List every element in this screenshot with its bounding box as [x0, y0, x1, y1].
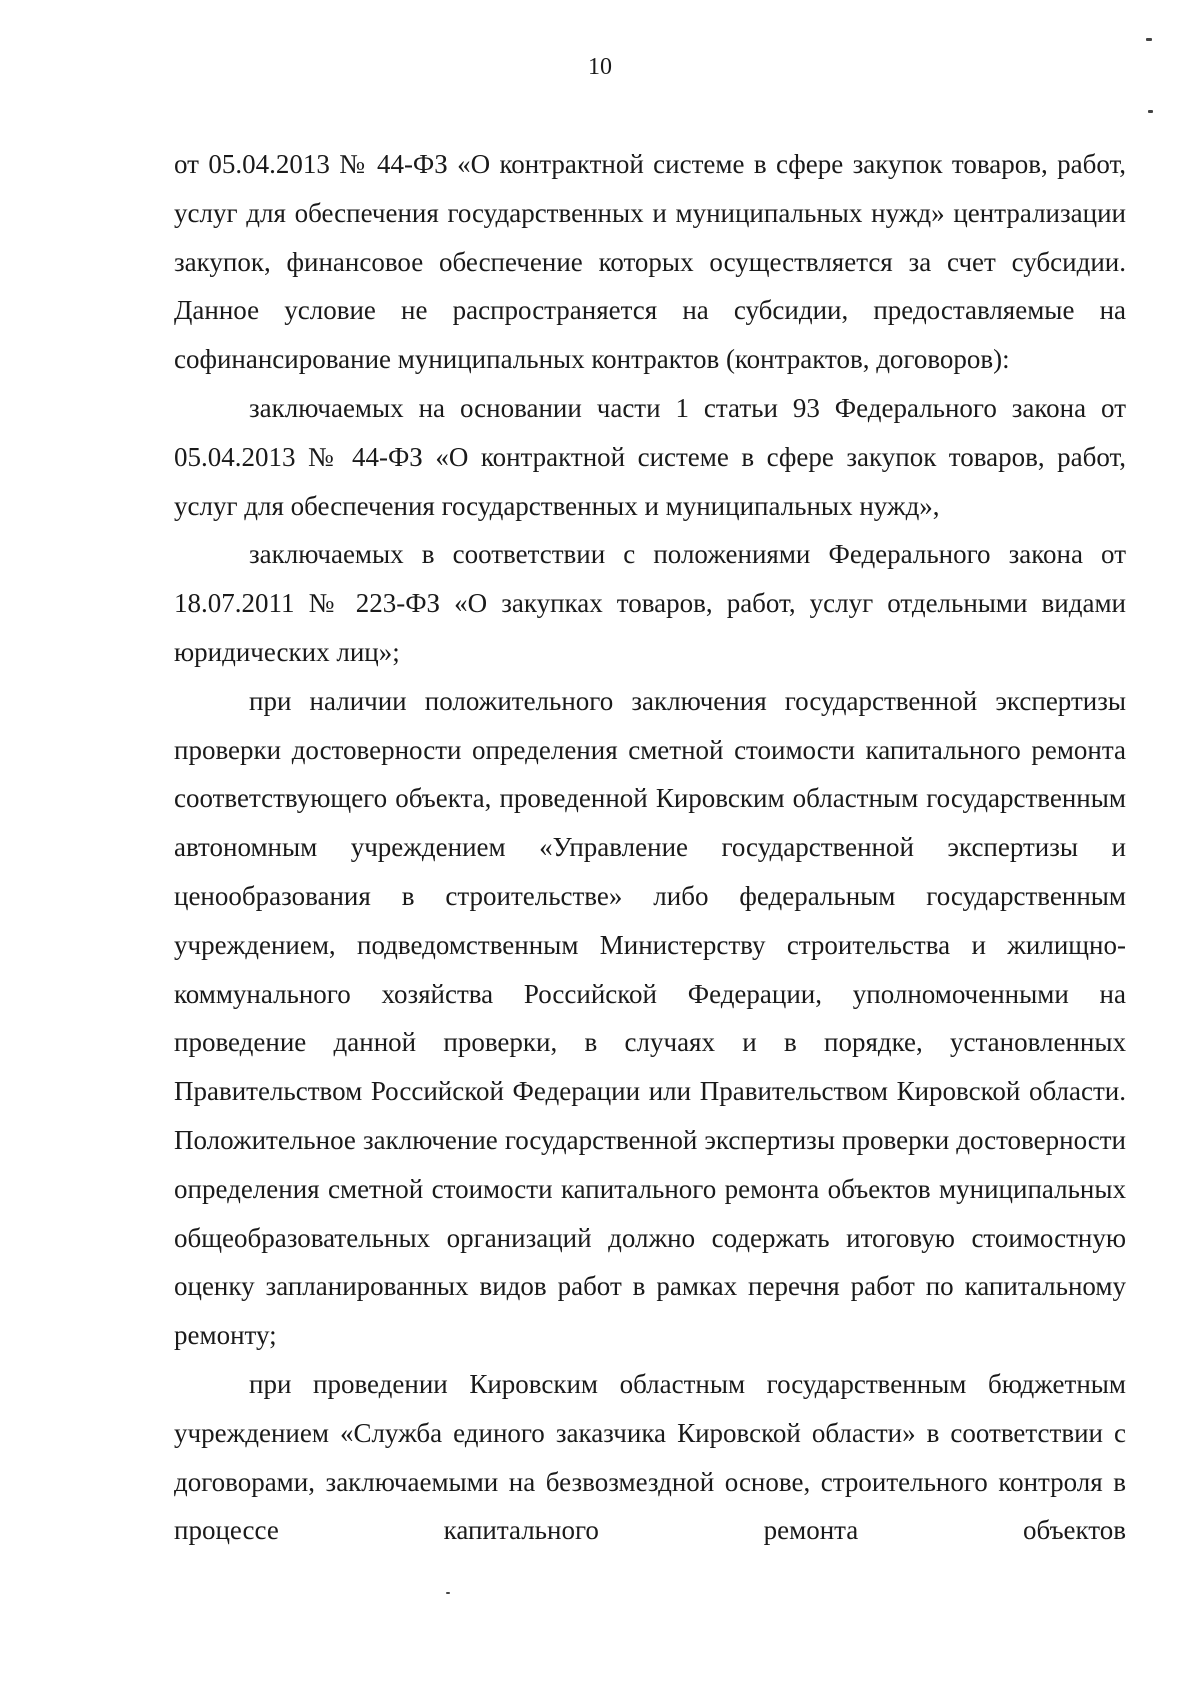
- scan-speck: [1146, 38, 1152, 41]
- paragraph-continuation: от 05.04.2013 № 44-ФЗ «О контрактной системе в сфере закупок товаров, работ, услуг для обеспечения государственных и муниципальных нужд» централизации закупок, финансовое обеспечение которых осуществляется за счет субсидии. Данное условие не распространяется на субсидии, предоставляемые на софинансирование муниципальных контрактов (контрактов, договоров):: [174, 149, 1126, 375]
- paragraph-expertise-conclusion: при наличии положительного заключения государственной экспертизы проверки достоверности определения сметной стоимости капитального ремонта соответствующего объекта, проведенной Кировским областным государственным автономным учреждением «Управление государственной экспертизы и ценообразования в строительстве» либо федеральным государственным учреждением, подведомственным Министерству строительства и жилищно-коммунального хозяйства Российской Федерации, уполномоченными на проведение данной проверки, в случаях и в порядке, установленных Правительством Российской Федерации или Правительством Кировской области. Положительное заключение государственной экспертизы проверки достоверности определения сметной стоимости капитального ремонта объектов муниципальных общеобразовательных организаций должно содержать итоговую стоимостную оценку запланированных видов работ в рамках перечня работ по капитальному ремонту;: [174, 685, 1126, 1351]
- paragraph-construction-control: при проведении Кировским областным государственным бюджетным учреждением «Служба единого заказчика Кировской области» в соответствии с договорами, заключаемыми на безвозмездной основе, строительного контроля в процессе капитального ремонта объектов: [174, 1368, 1126, 1546]
- paragraph-contracts-part1-article93: заключаемых на основании части 1 статьи 93 Федерального закона от 05.04.2013 № 44-ФЗ «О контрактной системе в сфере закупок товаров, работ, услуг для обеспечения государственных и муниципальных нужд»,: [174, 392, 1126, 521]
- page-number: 10: [588, 54, 612, 80]
- scan-speck: [446, 1592, 450, 1594]
- document-body: [174, 140, 1126, 1555]
- paragraph-contracts-223fz: заключаемых в соответствии с положениями Федерального закона от 18.07.2011 № 223-ФЗ «О закупках товаров, работ, услуг отдельными видами юридических лиц»;: [174, 539, 1126, 667]
- scan-speck: [1148, 110, 1153, 113]
